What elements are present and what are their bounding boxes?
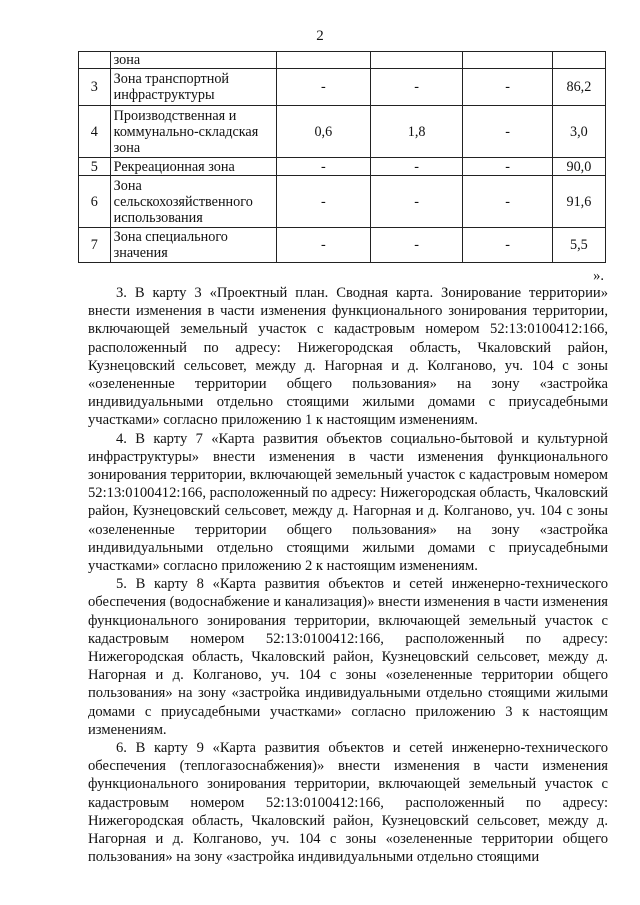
value-cell: - [463,106,552,158]
value-cell: 1,8 [370,106,463,158]
zones-table [78,51,606,263]
zone-name: зона [110,52,276,69]
zone-name: Зона специального значения [110,228,276,263]
value-cell: - [276,228,370,263]
value-cell: - [370,176,463,228]
total-cell: 5,5 [552,228,605,263]
total-cell: 91,6 [552,176,605,228]
table-row [79,69,606,106]
table-closing-mark: ». [593,268,604,284]
zone-name: Зона транспортной инфраструктуры [110,69,276,106]
table-row [79,52,606,69]
paragraph-item-6: 6. В карту 9 «Карта развития объектов и сетей инженерно-технического обеспечения (теплогазоснабжения)» внести изменения в части изменения функционального зонирования территории, включающей земельный участок с кадастровым номером 52:13:0100412:166, расположенный по адресу: Нижегородская область, Чкаловский район, Кузнецовский сельсовет, между д. Нагорная и д. Колганово, уч. 104 с зоны «озелененные территории общего пользования» на зону «застройка индивидуальными отдельно стоящими [88,740,608,866]
value-cell: - [463,69,552,106]
row-number: 7 [79,228,111,263]
value-cell [276,52,370,69]
value-cell: - [463,176,552,228]
document-body [88,284,608,867]
row-number: 3 [79,69,111,106]
value-cell: - [276,176,370,228]
zone-name: Производственная и коммунально-складская зона [110,106,276,158]
paragraph-item-3: 3. В карту 3 «Проектный план. Сводная карта. Зонирование территории» внести изменения в части изменения функционального зонирования территории, включающей земельный участок с кадастровым номером 52:13:0100412:166, расположенный по адресу: Нижегородская область, Чкаловский район, Кузнецовский сельсовет, между д. Нагорная и д. Колганово, уч. 104 с зоны «озелененные территории общего пользования» на зону «застройка индивидуальными отдельно стоящими жилыми домами с приусадебными участками» согласно приложению 1 к настоящим изменениям. [88,285,608,429]
value-cell: - [370,228,463,263]
value-cell: - [370,69,463,106]
table-row [79,228,606,263]
zone-name: Рекреационная зона [110,158,276,176]
value-cell: - [276,69,370,106]
paragraph-item-5: 5. В карту 8 «Карта развития объектов и сетей инженерно-технического обеспечения (водоснабжение и канализация)» внести изменения в части изменения функционального зонирования территории, включающей земельный участок с кадастровым номером 52:13:0100412:166, расположенный по адресу: Нижегородская область, Чкаловский район, Кузнецовский сельсовет, между д. Нагорная и д. Колганово, уч. 104 с зоны «озелененные территории общего пользования» на зону «застройка индивидуальными отдельно стоящими жилыми домами с приусадебными участками» согласно приложению 3 к настоящим изменениям. [88,576,608,738]
table-row [79,106,606,158]
table-row [79,176,606,228]
zone-name: Зона сельскохозяйственного использования [110,176,276,228]
value-cell [463,52,552,69]
row-number: 6 [79,176,111,228]
value-cell: - [463,228,552,263]
value-cell [370,52,463,69]
table-row [79,158,606,176]
value-cell: - [463,158,552,176]
value-cell: - [370,158,463,176]
total-cell: 86,2 [552,69,605,106]
paragraph-item-4: 4. В карту 7 «Карта развития объектов социально-бытовой и культурной инфраструктуры» внести изменения в части изменения функционального зонирования территории, включающей земельный участок с кадастровым номером 52:13:0100412:166, расположенный по адресу: Нижегородская область, Чкаловский район, Кузнецовский сельсовет, между д. Нагорная и д. Колганово, уч. 104 с зоны «озелененные территории общего пользования» на зону «застройка индивидуальными отдельно стоящими жилыми домами с приусадебными участками» согласно приложению 2 к настоящим изменениям. [88,430,609,575]
total-cell: 90,0 [552,158,605,176]
total-cell [552,52,605,69]
value-cell: 0,6 [276,106,370,158]
row-number: 5 [79,158,111,176]
row-number [79,52,111,69]
total-cell: 3,0 [552,106,605,158]
page-number: 2 [316,28,324,44]
row-number: 4 [79,106,111,158]
value-cell: - [276,158,370,176]
